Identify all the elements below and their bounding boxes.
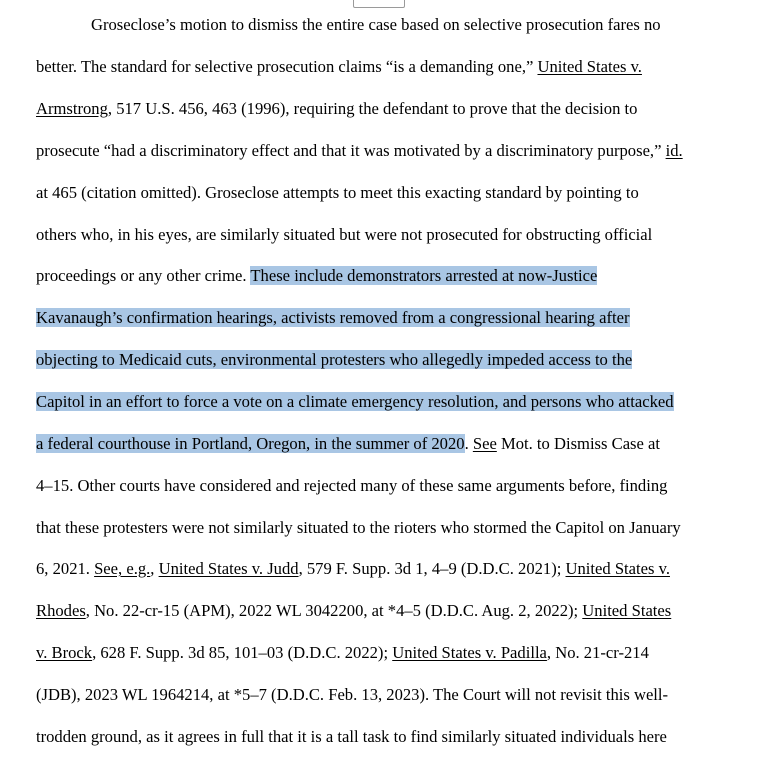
body-text-line bbox=[36, 392, 674, 412]
body-text-line bbox=[36, 141, 683, 161]
text-run: , 579 F. Supp. 3d 1, 4–9 (D.D.C. 2021); bbox=[298, 559, 566, 578]
text-run: (JDB), 2023 WL 1964214, at *5–7 (D.D.C. Feb. 13, 2023). The Court will not revisit this well- bbox=[36, 685, 669, 704]
highlighted-text: objecting to Medicaid cuts, environmental protesters who allegedly impeded access to the bbox=[36, 350, 633, 369]
citation-text: United States v. Judd bbox=[158, 559, 299, 578]
text-run: . bbox=[464, 434, 473, 453]
body-text-line bbox=[36, 308, 630, 328]
body-text-line bbox=[36, 225, 652, 245]
body-text-line bbox=[91, 15, 661, 35]
text-run: , No. 21-cr-214 bbox=[546, 643, 649, 662]
text-run: trodden ground, as it agrees in full that it is a tall task to find similarly situated individuals here bbox=[36, 727, 667, 746]
citation-text: United States v. bbox=[537, 57, 642, 76]
body-text-line bbox=[36, 183, 639, 203]
body-text-line bbox=[36, 727, 667, 747]
body-text-line bbox=[36, 559, 670, 579]
citation-text: v. Brock bbox=[36, 643, 93, 662]
text-run: proceedings or any other crime. bbox=[36, 266, 251, 285]
citation-text: See, e.g. bbox=[94, 559, 151, 578]
text-run: , No. 22-cr-15 (APM), 2022 WL 3042200, at *4–5 (D.D.C. Aug. 2, 2022); bbox=[85, 601, 583, 620]
text-run: Mot. to Dismiss Case at bbox=[496, 434, 661, 453]
citation-text: Armstrong bbox=[36, 99, 108, 118]
text-run: Groseclose’s motion to dismiss the entire case based on selective prosecution fares no bbox=[91, 15, 661, 34]
citation-text: United States bbox=[582, 601, 672, 620]
highlighted-text: Kavanaugh’s confirmation hearings, activists removed from a congressional hearing after bbox=[36, 308, 630, 327]
highlighted-text: a federal courthouse in Portland, Oregon, in the summer of 2020 bbox=[36, 434, 465, 453]
text-run: prosecute “had a discriminatory effect and that it was motivated by a discriminatory purpose,” bbox=[36, 141, 666, 160]
body-text-line bbox=[36, 350, 632, 370]
body-text-line bbox=[36, 99, 637, 119]
text-run: , 517 U.S. 456, 463 (1996), requiring the defendant to prove that the decision to bbox=[107, 99, 638, 118]
citation-text: id. bbox=[665, 141, 683, 160]
body-text-line bbox=[36, 685, 668, 705]
citation-text: United States v. Padilla bbox=[392, 643, 547, 662]
text-run: that these protesters were not similarly situated to the rioters who stormed the Capitol on January bbox=[36, 518, 681, 537]
text-run: 6, 2021. bbox=[36, 559, 95, 578]
highlighted-text: Capitol in an effort to force a vote on a climate emergency resolution, and persons who attacked bbox=[36, 392, 674, 411]
body-text-line bbox=[36, 476, 667, 496]
text-run: 4–15. Other courts have considered and rejected many of these same arguments before, finding bbox=[36, 476, 668, 495]
text-run: better. The standard for selective prosecution claims “is a demanding one,” bbox=[36, 57, 538, 76]
highlighted-text: These include demonstrators arrested at now-Justice bbox=[250, 266, 598, 285]
text-run: , 628 F. Supp. 3d 85, 101–03 (D.D.C. 2022); bbox=[92, 643, 393, 662]
page-navigation-box bbox=[353, 0, 405, 8]
body-text-line bbox=[36, 643, 649, 663]
text-run: , bbox=[150, 559, 159, 578]
citation-text: United States v. bbox=[565, 559, 670, 578]
body-text-line bbox=[36, 434, 660, 454]
body-text-line bbox=[36, 57, 642, 77]
citation-text: See bbox=[472, 434, 497, 453]
body-text-line bbox=[36, 601, 671, 621]
text-run: at 465 (citation omitted). Groseclose attempts to meet this exacting standard by pointing to bbox=[36, 183, 639, 202]
text-run: others who, in his eyes, are similarly situated but were not prosecuted for obstructing official bbox=[36, 225, 653, 244]
body-text-line bbox=[36, 266, 597, 286]
citation-text: Rhodes bbox=[36, 601, 86, 620]
body-text-line bbox=[36, 518, 681, 538]
